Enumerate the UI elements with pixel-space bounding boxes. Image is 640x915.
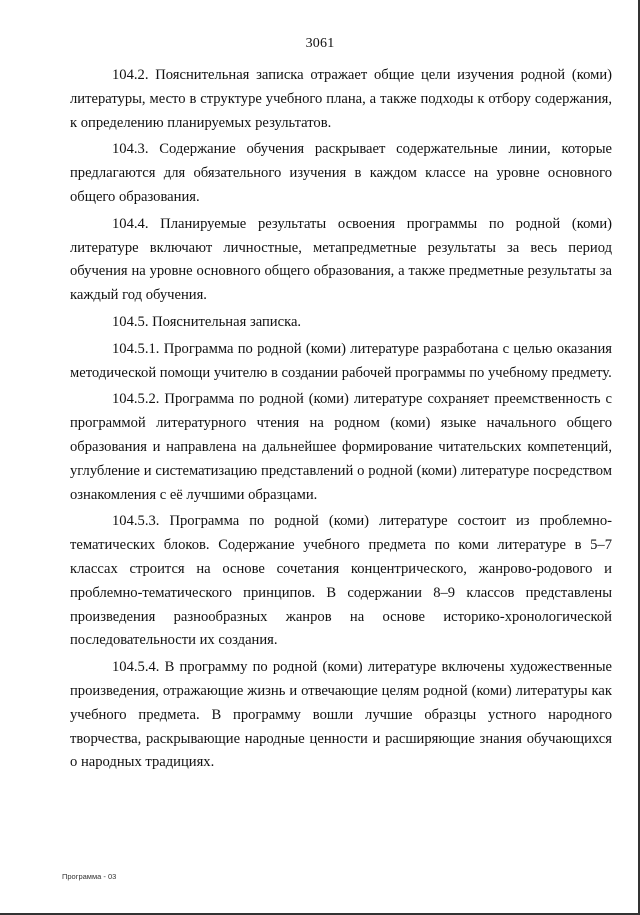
paragraph-104-5-4: 104.5.4. В программу по родной (коми) литературе включены художественные произведения, отражающие жизнь и отвечающие целям родной (коми) литературы как учебного предмета. В программу вошли лучшие образцы устного народного творчества, раскрывающие народные ценности и расширяющие знания обучающихся о народных традициях. <box>70 659 612 771</box>
body-text <box>70 64 612 778</box>
paragraph-104-5: 104.5. Пояснительная записка. <box>112 313 302 330</box>
paragraph-104-4: 104.4. Планируемые результаты освоения программы по родной (коми) литературе включают личностные, метапредметные результаты за весь период обучения на уровне основного общего образования, а также предметные результаты за каждый год обучения. <box>70 215 612 304</box>
paragraph-104-5-2: 104.5.2. Программа по родной (коми) литературе сохраняет преемственность с программой литературного чтения на родном (коми) языке начального общего образования и направлена на дальнейшее формирование читательских компетенций, углубление и систематизацию представлений о родной (коми) литературе посредством ознакомления с её лучшими образцами. <box>70 391 612 503</box>
paragraph-104-2: 104.2. Пояснительная записка отражает общие цели изучения родной (коми) литературы, место в структуре учебного плана, а также подходы к отбору содержания, к определению планируемых результатов. <box>70 67 612 131</box>
footer-label: Программа - 03 <box>62 872 117 881</box>
page-number: 3061 <box>305 36 335 51</box>
paragraph-104-5-3: 104.5.3. Программа по родной (коми) литературе состоит из проблемно-тематических блоков. Содержание учебного предмета по коми литературе в 5–7 классах строится на основе сочетания концентрического, жанрово-родового и проблемно-тематического принципов. В содержании 8–9 классов представлены произведения разнообразных жанров на основе историко-хронологической последовательности их создания. <box>70 513 612 649</box>
paragraph-104-3: 104.3. Содержание обучения раскрывает содержательные линии, которые предлагаются для обязательного изучения в каждом классе на уровне основного общего образования. <box>70 141 612 205</box>
paragraph-104-5-1: 104.5.1. Программа по родной (коми) литературе разработана с целью оказания методической помощи учителю в создании рабочей программы по учебному предмету. <box>70 340 612 381</box>
